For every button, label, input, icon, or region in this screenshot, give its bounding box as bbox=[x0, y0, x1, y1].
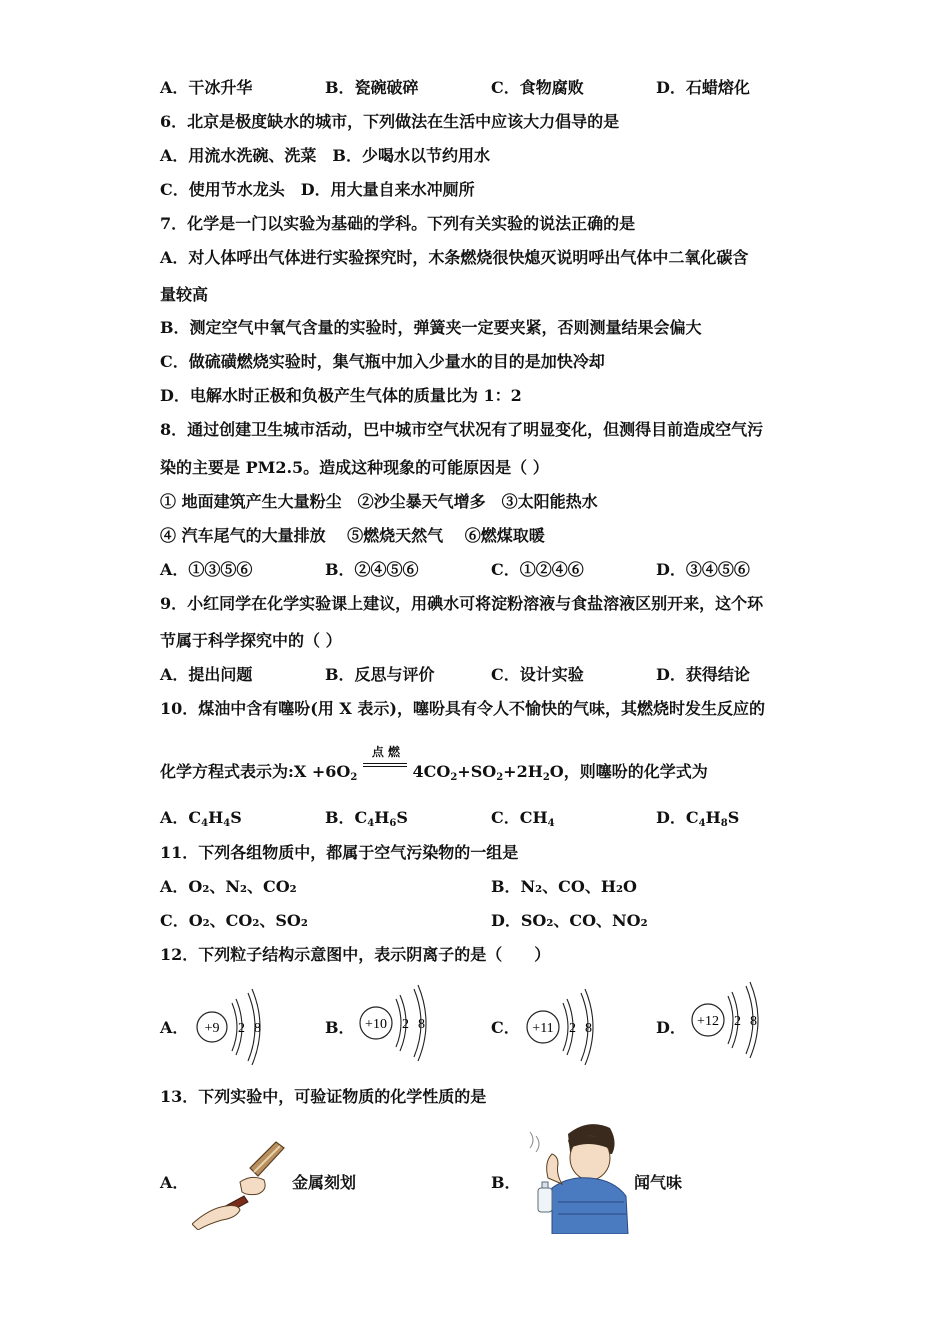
q9-option-b: B．反思与评价 bbox=[325, 665, 435, 684]
q12-option-a-letter: A． bbox=[160, 1018, 189, 1037]
q9-stem-line1: 9．小红同学在化学实验课上建议，用碘水可将淀粉溶液与食盐溶液区别开来，这个环 bbox=[160, 594, 764, 613]
q9-option-c: C．设计实验 bbox=[491, 665, 584, 684]
q5-option-c: C．食物腐败 bbox=[491, 78, 584, 97]
q13-caption-a: 金属刻划 bbox=[292, 1173, 357, 1192]
q9-stem-line2: 节属于科学探究中的（ ） bbox=[160, 631, 342, 650]
q8-option-c: C．①②④⑥ bbox=[491, 560, 584, 579]
metal-scratch-illustration bbox=[192, 1138, 292, 1230]
q7-option-c: C．做硫磺燃烧实验时，集气瓶中加入少量水的目的是加快冷却 bbox=[160, 352, 605, 371]
q11-option-c: C．O₂、CO₂、SO₂ bbox=[160, 911, 308, 930]
q8-items-line2: ④ 汽车尾气的大量排放 ⑤燃烧天然气 ⑥燃煤取暖 bbox=[160, 526, 545, 545]
q12-shell1-b: 2 bbox=[402, 1017, 409, 1032]
q12-nucleus-b: +10 bbox=[365, 1017, 387, 1032]
q10-so2: +SO bbox=[457, 762, 497, 781]
q5-option-d: D．石蜡熔化 bbox=[656, 78, 750, 97]
q13-option-a-letter: A． bbox=[160, 1173, 189, 1192]
q12-shell2-b: 8 bbox=[418, 1017, 425, 1032]
q13-stem: 13．下列实验中，可验证物质的化学性质的是 bbox=[160, 1087, 487, 1106]
q6-options-line2: C．使用节水龙头 D．用大量自来水冲厕所 bbox=[160, 180, 475, 199]
q6-stem: 6．北京是极度缺水的城市，下列做法在生活中应该大力倡导的是 bbox=[160, 112, 620, 131]
q10-stem-line1: 10．煤油中含有噻吩(用 X 表示)，噻吩具有令人不愉快的气味，其燃烧时发生反应的 bbox=[160, 699, 765, 718]
q10-option-a: A．$C_4H_4S$ bbox=[160, 808, 242, 829]
q7-option-d: D．电解水时正极和负极产生气体的质量比为 1：2 bbox=[160, 386, 522, 405]
q10-reaction-arrow bbox=[363, 745, 407, 782]
q7-option-a-line2: 量较高 bbox=[160, 285, 209, 304]
smelling-gas-illustration bbox=[518, 1118, 634, 1234]
q10-equation-left: 化学方程式表示为:X +6O bbox=[160, 762, 351, 781]
q12-shell2-d: 8 bbox=[750, 1014, 757, 1029]
q12-option-d-letter: D． bbox=[656, 1018, 686, 1037]
q10-option-c: C．$CH_4$ bbox=[491, 808, 555, 829]
q10-equation bbox=[160, 745, 708, 783]
q11-stem: 11．下列各组物质中，都属于空气污染物的一组是 bbox=[160, 843, 519, 862]
q10-h2o-subscript: 2 bbox=[542, 772, 550, 783]
q10-o2-subscript: 2 bbox=[350, 772, 358, 783]
q11-option-d: D．SO₂、CO、NO₂ bbox=[491, 911, 648, 930]
q6-options-line1: A．用流水洗碗、洗菜 B．少喝水以节约用水 bbox=[160, 146, 490, 165]
q12-option-b-letter: B． bbox=[325, 1018, 355, 1037]
q10-so2-subscript: 2 bbox=[496, 772, 504, 783]
q7-option-a-line1: A．对人体呼出气体进行实验探究时，木条燃烧很快熄灭说明呼出气体中二氧化碳含 bbox=[160, 248, 749, 267]
q12-stem: 12．下列粒子结构示意图中，表示阴离子的是（ ） bbox=[160, 945, 551, 964]
q5-option-a: A．干冰升华 bbox=[160, 78, 253, 97]
q8-stem-line2: 染的主要是 PM2.5。造成这种现象的可能原因是（ ） bbox=[160, 458, 549, 477]
q10-option-b: B．$C_4H_6S$ bbox=[325, 808, 408, 829]
q10-reaction-condition: 点 燃 bbox=[371, 745, 401, 759]
q10-option-d: D．$C_4H_8S$ bbox=[656, 808, 740, 829]
q12-atom-diagram-a bbox=[192, 985, 272, 1065]
q8-option-a: A．①③⑤⑥ bbox=[160, 560, 253, 579]
q12-atom-diagram-b bbox=[356, 983, 440, 1063]
q9-option-d: D．获得结论 bbox=[656, 665, 750, 684]
q8-option-d: D．③④⑤⑥ bbox=[656, 560, 750, 579]
q10-co2-subscript: 2 bbox=[450, 772, 458, 783]
q10-h2o: +2H bbox=[503, 762, 543, 781]
q12-nucleus-c: +11 bbox=[532, 1021, 554, 1036]
q5-option-b: B．瓷碗破碎 bbox=[325, 78, 419, 97]
q12-shell1-c: 2 bbox=[569, 1021, 576, 1036]
q12-option-c-letter: C． bbox=[491, 1018, 520, 1037]
q10-equation-tail: O，则噻吩的化学式为 bbox=[549, 762, 708, 781]
q11-option-a: A．O₂、N₂、CO₂ bbox=[160, 877, 297, 896]
q8-stem-line1: 8．通过创建卫生城市活动，巴中城市空气状况有了明显变化，但测得目前造成空气污 bbox=[160, 420, 764, 439]
q12-shell2-a: 8 bbox=[254, 1021, 261, 1036]
q12-shell1-d: 2 bbox=[734, 1014, 741, 1029]
q13-option-b-letter: B． bbox=[491, 1173, 521, 1192]
q12-atom-diagram-c bbox=[523, 985, 607, 1065]
q7-stem: 7．化学是一门以实验为基础的学科。下列有关实验的说法正确的是 bbox=[160, 214, 636, 233]
q12-atom-diagram-d bbox=[688, 978, 772, 1058]
q13-caption-b: 闻气味 bbox=[634, 1173, 683, 1192]
q12-nucleus-a: +9 bbox=[204, 1021, 220, 1036]
q12-nucleus-d: +12 bbox=[697, 1014, 719, 1029]
q10-co2: 4CO bbox=[412, 762, 451, 781]
q8-option-b: B．②④⑤⑥ bbox=[325, 560, 419, 579]
q8-items-line1: ① 地面建筑产生大量粉尘 ②沙尘暴天气增多 ③太阳能热水 bbox=[160, 492, 598, 511]
q12-shell2-c: 8 bbox=[585, 1021, 592, 1036]
q9-option-a: A．提出问题 bbox=[160, 665, 253, 684]
q7-option-b: B．测定空气中氧气含量的实验时，弹簧夹一定要夹紧，否则测量结果会偏大 bbox=[160, 318, 702, 337]
q12-shell1-a: 2 bbox=[238, 1021, 245, 1036]
q11-option-b: B．N₂、CO、H₂O bbox=[491, 877, 637, 896]
